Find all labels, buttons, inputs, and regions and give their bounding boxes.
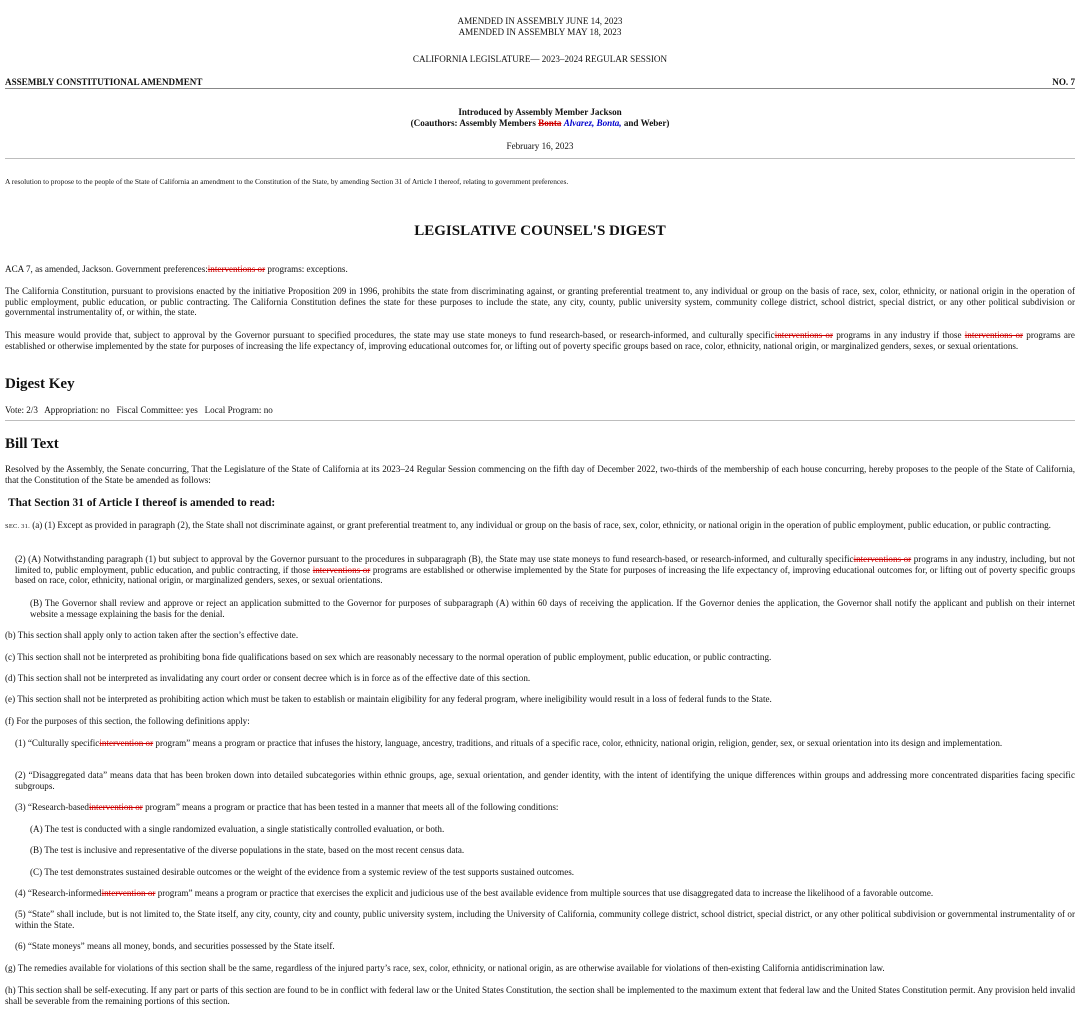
section-a2A [15,554,1075,586]
digest-p1-struck: interventions or [207,264,266,274]
definition-1 [15,738,1075,749]
definition-3 [15,802,1075,813]
coauthors [5,118,1075,129]
bill-text-heading: Bill Text [5,436,59,452]
digest-paragraph-1 [5,264,1075,275]
digest-p1-text: ACA 7, as amended, Jackson. Government preferences: [5,264,208,274]
digest-key-values: Vote: 2/3 Appropriation: no Fiscal Committee: yes Local Program: no [5,405,273,415]
resolved-clause: Resolved by the Assembly, the Senate concurring, That the Legislature of the State of California at its 2023–24 Regular Session commencing on the fifth day of December 2022, two-thirds of the membership of each house concurring, hereby proposes to the people of the State of California, that the Constitution of the State be amended as follows: [5,464,1075,485]
f1-text-2: program” means a program or practice that infuses the history, language, ancestry, traditions, and rituals of a specific race, color, ethnicity, national origin, religion, gender, sex, or sexual orientation into its design and implementation. [155,738,1003,748]
section-d: (d) This section shall not be interpreted as invalidating any court order or consent decree which is in force as of the effective date of this section. [5,673,531,683]
a2-text-2: programs in any industry, including, but not limited to, public employment, public education, and public contracting, if those [15,554,1075,575]
f4-struck: intervention or [101,888,156,898]
f1-struck: intervention or [99,738,154,748]
bill-type: ASSEMBLY CONSTITUTIONAL AMENDMENT [5,77,203,87]
digest-p3-text-2: programs in any industry if those [836,330,962,340]
digest-title: LEGISLATIVE COUNSEL'S DIGEST [414,223,666,239]
f3-text-2: program” means a program or practice that has been tested in a manner that meets all of the following conditions: [145,802,559,812]
section-a1-text: (a) (1) Except as provided in paragraph (2), the State shall not discriminate against, or grant preferential treatment to, any individual or group on the basis of race, sex, color, ethnicity, or national origin in the operation of public employment, public education, or public contracting. [32,520,1051,530]
definition-2: (2) “Disaggregated data” means data that has been broken down into detailed subcategories within ethnic groups, age, sexual orientation, and gender identity, with the intent of identifying the unique differences within groups and addressing more concentrated disparities facing specific subgroups. [15,770,1075,791]
digest-paragraph-3 [5,330,1075,351]
introduced-by: Introduced by Assembly Member Jackson [458,107,622,117]
session-line: CALIFORNIA LEGISLATURE— 2023–2024 REGULAR SESSION [412,54,668,64]
section-c: (c) This section shall not be interpreted as prohibiting bona fide qualifications based on sex which are reasonably necessary to the normal operation of public employment, public education, or public contracting. [5,652,772,662]
definition-4 [15,888,1075,899]
section-h: (h) This section shall be self-executing. If any part or parts of this section are found to be in conflict with federal law or the United States Constitution, the section shall be implemented to the maximum extent that federal law and the United States Constitution permit. Any provision held invalid shall be severable from the remaining portions of this section. [5,985,1075,1006]
condition-C: (C) The test demonstrates sustained desirable outcomes or the weight of the evidence from a systemic review of the test supports sustained outcomes. [30,867,575,877]
f1-text: (1) “Culturally specific [15,738,100,748]
a2-struck-1: interventions or [853,554,912,564]
a2-text-3: programs are established or otherwise implemented by the State for purposes of increasing the life expectancy of, improving educational outcomes for, or lifting out of poverty specific groups based on race, color, ethnicity, national origin, or marginalized genders, sexes, or sexual orientations. [15,564,1075,586]
coauthors-open: (Coauthors: Assembly Members [410,118,536,128]
digest-p3-text: This measure would provide that, subject to approval by the Governor pursuant to specified procedures, the state may use state moneys to fund research-based, or research-informed, and culturally specific [5,330,775,340]
section-a1 [5,520,1075,533]
bill-number: NO. 7 [1052,77,1075,87]
definition-6: (6) “State moneys” means all money, bonds, and securities possessed by the State itself. [15,941,335,951]
introduced-date: February 16, 2023 [506,141,574,151]
amended-line-2: AMENDED IN ASSEMBLY MAY 18, 2023 [458,27,622,37]
digest-paragraph-2: The California Constitution, pursuant to provisions enacted by the initiative Proposition 209 in 1996, prohibits the state from discriminating against, or granting preferential treatment to, any individual or group on the basis of race, sex, color, ethnicity, or national origin in the operation of public employment, public education, or public contracting. The California Constitution defines the state for these purposes to include the state, any city, county, public university system, community college district, school district, special district, or any other political subdivision or governmental instrumentality of, or within, the state. [5,286,1075,318]
f3-text: (3) “Research-based [15,802,89,812]
section-g: (g) The remedies available for violations of this section shall be the same, regardless of the injured party’s race, sex, color, ethnicity, or national origin, as are otherwise available for violations of then-existing California antidiscrimination law. [5,963,885,973]
a2-struck-2: interventions or [312,564,371,575]
digest-key-heading: Digest Key [5,376,75,392]
amended-line-1: AMENDED IN ASSEMBLY JUNE 14, 2023 [457,16,623,26]
digest-p3-struck-2: interventions or [964,330,1024,340]
digest-p3-text-3: programs are established or otherwise implemented by the state for purposes of increasing the life expectancy of, improving educational outcomes for, or lifting out of poverty specific groups based on race, color, ethnicity, national origin, or marginalized genders, sexes, or sexual orientations. [5,330,1075,351]
digest-p1-text-end: programs: exceptions. [267,264,348,274]
coauthor-inserted: Alvarez, Bonta, [563,118,622,128]
section-f: (f) For the purposes of this section, the following definitions apply: [5,716,250,726]
divider-2 [5,420,1075,421]
condition-B: (B) The test is inclusive and representative of the diverse populations in the state, based on the most recent census data. [30,845,465,855]
divider-1 [5,158,1075,159]
coauthor-struck: Bonta [538,118,562,128]
f4-text: (4) “Research-informed [15,888,102,898]
section-a2B: (B) The Governor shall review and approve or reject an application submitted to the Governor for purposes of subparagraph (A) within 60 days of receiving the application. If the Governor denies the application, the Governor shall notify the applicant and publish on their internet website a message explaining the basis for the denial. [30,598,1075,619]
header-divider [5,88,1075,89]
section-label: SEC. 31. [5,523,30,530]
section-b: (b) This section shall apply only to action taken after the section’s effective date. [5,630,299,640]
section-heading: That Section 31 of Article I thereof is amended to read: [8,497,276,509]
condition-A: (A) The test is conducted with a single randomized evaluation, a single statistically controlled evaluation, or both. [30,824,445,834]
resolution-summary: A resolution to propose to the people of the State of California an amendment to the Constitution of the State, by amending Section 31 of Article I thereof, relating to government preferences. [5,177,569,186]
a2-text: (2) (A) Notwithstanding paragraph (1) but subject to approval by the Governor pursuant to the procedures in subparagraph (B), the State may use state moneys to fund research-based, or research-informed, and culturally specific [15,554,854,564]
section-e: (e) This section shall not be interpreted as prohibiting action which must be taken to establish or maintain eligibility for any federal program, where ineligibility would result in a loss of federal funds to the State. [5,694,772,704]
f4-text-2: program” means a program or practice that exercises the explicit and judicious use of the best available evidence from multiple sources that use disaggregated data to increase the likelihood of a favorable outcome. [157,888,934,898]
digest-p3-struck-1: interventions or [774,330,834,340]
f3-struck: intervention or [88,802,143,812]
definition-5: (5) “State” shall include, but is not limited to, the State itself, any city, county, city and county, public university system, including the University of California, community college district, school district, special district, or any other political subdivision or governmental instrumentality of or within the State. [15,909,1075,930]
coauthors-close: and Weber) [623,118,670,128]
